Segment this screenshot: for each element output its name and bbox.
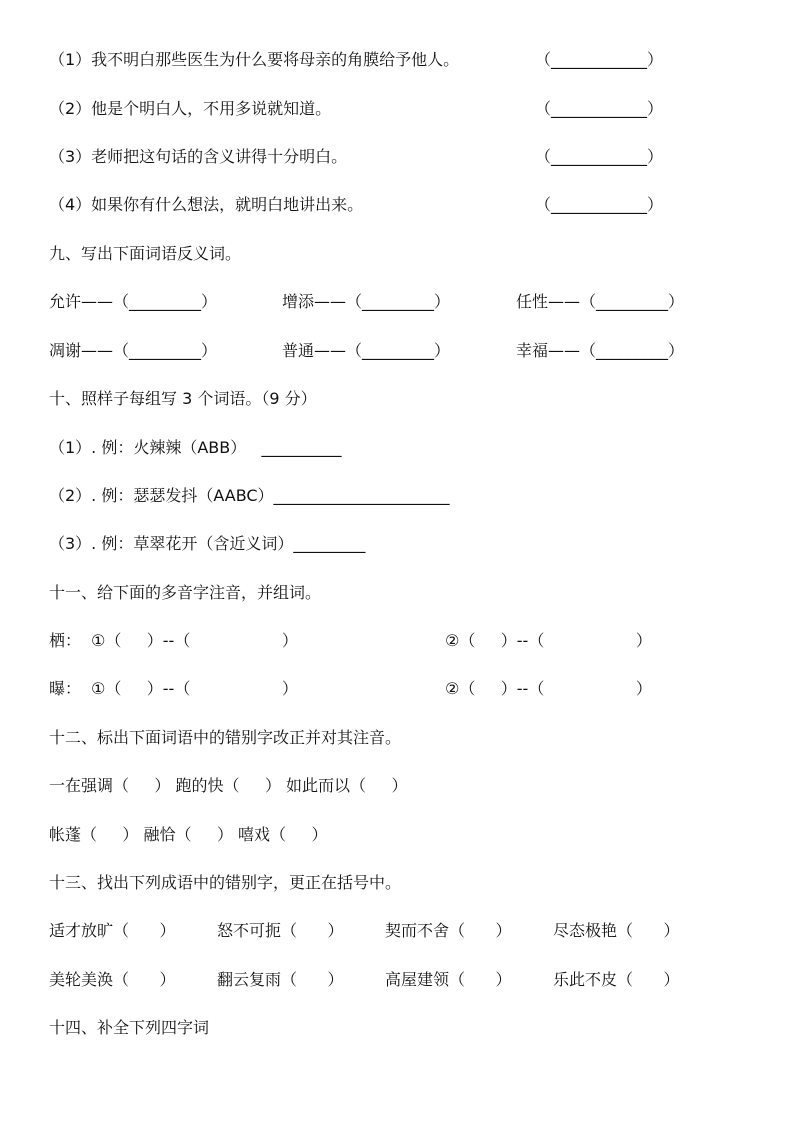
section-11-row-2: [49, 677, 652, 701]
idiom-item: 尽态极艳（ ）: [553, 921, 680, 940]
question-8-item-1: [49, 48, 664, 72]
section-10-item-1: （1）. 例：火辣辣（ABB） __________: [49, 438, 342, 457]
antonym-item: 凋谢——（_________）: [49, 341, 218, 360]
idiom-item: 美轮美涣（ ）: [49, 970, 176, 989]
section-9-row-1: [49, 290, 685, 314]
section-11-title: 十一、给下面的多音字注音，并组词。: [49, 583, 322, 602]
section-10-title: 十、照样子每组写 3 个词语。（9 分）: [49, 389, 317, 408]
answer-blank: （____________）: [535, 195, 664, 214]
polyphone-char: 栖：: [49, 631, 82, 650]
section-12-row-1: 一在强调（ ） 跑的快（ ） 如此而以（ ）: [49, 776, 408, 795]
idiom-item: 适才放旷（ ）: [49, 921, 176, 940]
answer-blank: （____________）: [535, 147, 664, 166]
section-10-item-2: （2）. 例：瑟瑟发抖（AABC）______________________: [49, 486, 450, 505]
reading-1: ①（ ）--（ ）: [91, 679, 298, 698]
section-13-row-2: [49, 968, 680, 992]
answer-blank: （____________）: [535, 50, 664, 69]
item-text: （4）如果你有什么想法，就明白地讲出来。: [49, 195, 364, 214]
section-13-row-1: [49, 919, 680, 943]
antonym-item: 普通——（_________）: [282, 341, 451, 360]
section-10-item-3: （3）. 例：草翠花开（含近义词）_________: [49, 534, 366, 553]
section-14-title: 十四、补全下列四字词: [49, 1018, 210, 1037]
reading-2: ②（ ）--（ ）: [445, 631, 652, 650]
section-12-row-2: 帐蓬（ ） 融恰（ ） 嘻戏（ ）: [49, 825, 328, 844]
item-text: （2）他是个明白人，不用多说就知道。: [49, 99, 332, 118]
antonym-item: 任性——（_________）: [516, 292, 685, 311]
item-text: （3）老师把这句话的含义讲得十分明白。: [49, 147, 348, 166]
item-text: （1）我不明白那些医生为什么要将母亲的角膜给予他人。: [49, 50, 460, 69]
antonym-item: 幸福——（_________）: [516, 341, 685, 360]
idiom-item: 怒不可扼（ ）: [217, 921, 344, 940]
idiom-item: 高屋建领（ ）: [385, 970, 512, 989]
idiom-item: 契而不舍（ ）: [385, 921, 512, 940]
idiom-item: 翻云复雨（ ）: [217, 970, 344, 989]
section-12-title: 十二、标出下面词语中的错别字改正并对其注音。: [49, 728, 402, 747]
section-9-row-2: [49, 339, 685, 363]
answer-blank: （____________）: [535, 99, 664, 118]
section-11-row-1: [49, 629, 652, 653]
reading-2: ②（ ）--（ ）: [445, 679, 652, 698]
section-13-title: 十三、找出下列成语中的错别字，更正在括号中。: [49, 873, 402, 892]
antonym-item: 增添——（_________）: [282, 292, 451, 311]
section-9-title: 九、写出下面词语反义词。: [49, 244, 242, 263]
question-8-item-4: [49, 193, 664, 217]
question-8-item-2: [49, 97, 664, 121]
idiom-item: 乐此不皮（ ）: [553, 970, 680, 989]
reading-1: ①（ ）--（ ）: [91, 631, 298, 650]
polyphone-char: 曝：: [49, 679, 82, 698]
question-8-item-3: [49, 145, 664, 169]
antonym-item: 允许——（_________）: [49, 292, 218, 311]
